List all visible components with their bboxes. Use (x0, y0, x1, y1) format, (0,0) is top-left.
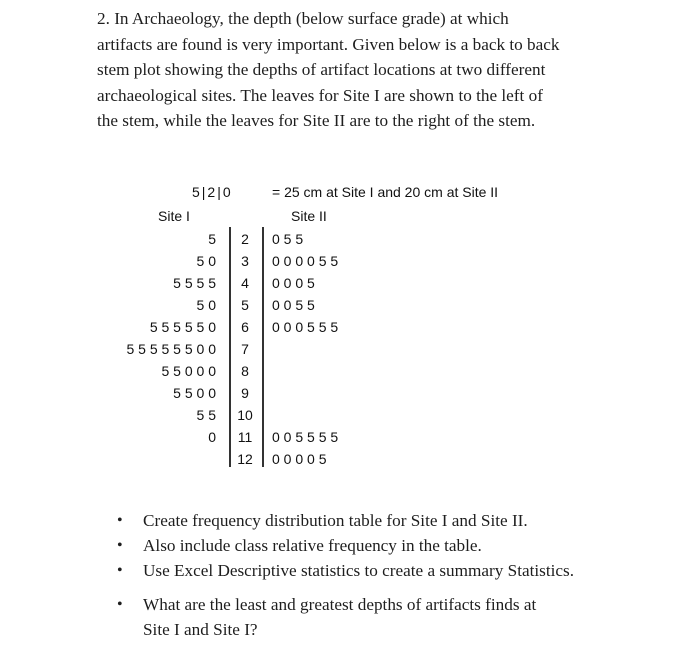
stem-row (0, 317, 700, 339)
stem-value: 10 (237, 407, 253, 423)
site-i-leaves: 5 0 (196, 253, 216, 269)
site-i-leaves: 5 5 5 5 5 0 (149, 319, 216, 335)
stem-value: 9 (241, 385, 249, 401)
task-item-line: Site I and Site I? (143, 620, 258, 639)
question-line: 2. In Archaeology, the depth (below surface grade) at which (97, 9, 509, 28)
stem-row (0, 405, 700, 427)
site-ii-leaves: 0 0 0 5 5 5 (272, 319, 339, 335)
question-line: the stem, while the leaves for Site II are to the right of the stem. (97, 111, 536, 130)
task-item: • Use Excel Descriptive statistics to create a summary Statistics. (113, 558, 688, 583)
site-ii-leaves: 0 0 5 5 5 5 (272, 429, 339, 445)
site-i-leaves: 5 0 (196, 297, 216, 313)
stemplot-key-example: 5|2|0 (192, 184, 233, 200)
stem-row (0, 339, 700, 361)
task-item (113, 592, 688, 642)
site-ii-label: Site II (291, 208, 327, 224)
site-ii-leaves: 0 5 5 (272, 231, 304, 247)
stemplot-key-description: = 25 cm at Site I and 20 cm at Site II (272, 184, 499, 200)
stem-value: 6 (241, 319, 249, 335)
site-ii-leaves: 0 0 0 0 5 5 (272, 253, 339, 269)
stem-value: 12 (237, 451, 253, 467)
task-item: • Also include class relative frequency in the table. (113, 533, 688, 558)
question-line: artifacts are found is very important. Given below is a back to back (97, 34, 560, 54)
site-i-leaves: 5 5 0 0 0 (161, 363, 216, 379)
site-i-leaves: 5 (208, 231, 216, 247)
site-i-leaves: 5 5 5 5 (173, 275, 216, 291)
task-item-line: What are the least and greatest depths of artifacts finds at (143, 595, 537, 614)
site-i-leaves: 5 5 (196, 407, 216, 423)
stem-row (0, 427, 700, 449)
question-line: archaeological sites. The leaves for Site I are shown to the left of (97, 85, 543, 105)
site-i-leaves: 5 5 5 5 5 5 0 0 (126, 341, 216, 357)
site-ii-leaves: 0 0 0 0 5 (272, 451, 327, 467)
stem-row (0, 295, 700, 317)
stem-value: 11 (237, 429, 253, 445)
site-i-leaves: 5 5 0 0 (173, 385, 216, 401)
task-item: • Create frequency distribution table for Site I and Site II. (113, 508, 688, 533)
question-line: stem plot showing the depths of artifact locations at two different (97, 60, 546, 79)
task-list (113, 508, 688, 642)
stem-value: 8 (241, 363, 249, 379)
site-ii-leaves: 0 0 5 5 (272, 297, 315, 313)
stem-value: 5 (241, 297, 249, 313)
stem-row (0, 251, 700, 273)
stem-row (0, 449, 700, 471)
stem-row (0, 229, 700, 251)
stem-row (0, 361, 700, 383)
site-ii-leaves: 0 0 0 5 (272, 275, 315, 291)
site-i-label: Site I (158, 208, 190, 224)
stem-row (0, 383, 700, 405)
stem-value: 3 (241, 253, 249, 269)
stem-value: 2 (241, 231, 249, 247)
stem-row (0, 273, 700, 295)
stem-value: 7 (241, 341, 249, 357)
stem-value: 4 (241, 275, 249, 291)
site-i-leaves: 0 (208, 429, 216, 445)
question-text (97, 6, 687, 134)
